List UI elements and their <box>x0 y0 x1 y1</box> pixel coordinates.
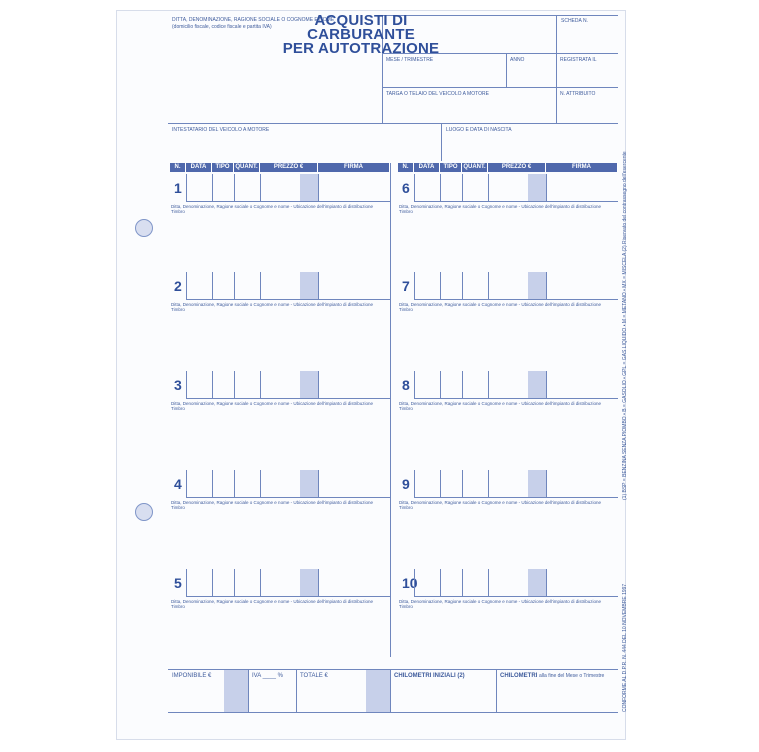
purchase-row-7 <box>398 272 618 317</box>
row-caption-line-2: Timbro <box>171 505 185 510</box>
row-caption-line-1: Ditta, Denominazione, Ragione sociale o Cognome e nome - Ubicazione dell'impianto di distribuzione <box>399 204 601 209</box>
tipo-field[interactable] <box>212 174 234 201</box>
row-caption <box>171 302 373 312</box>
tipo-field[interactable] <box>440 470 462 497</box>
prezzo-field[interactable] <box>488 470 546 497</box>
row-cells <box>414 569 618 597</box>
col-firma: FIRMA <box>318 163 390 172</box>
luogo-label: LUOGO E DATA DI NASCITA <box>446 127 512 133</box>
row-number: 7 <box>402 278 410 294</box>
iva-label: IVA ____ % <box>252 673 283 679</box>
row-caption <box>171 599 373 609</box>
row-number: 1 <box>174 180 182 196</box>
row-cells <box>186 272 390 300</box>
totale-label: TOTALE € <box>300 673 328 679</box>
row-caption-line-1: Ditta, Denominazione, Ragione sociale o Cognome e nome - Ubicazione dell'impianto di distribuzione <box>399 500 601 505</box>
purchase-row-9 <box>398 470 618 515</box>
purchase-row-8 <box>398 371 618 416</box>
table-header-left <box>170 163 390 172</box>
title-line-2: PER AUTOTRAZIONE <box>282 40 440 57</box>
tipo-field[interactable] <box>440 272 462 299</box>
purchase-row-5 <box>170 569 390 614</box>
conformity-note: CONFORME AL D.P.R. N. 444 DEL 10 NOVEMBRE 1997 <box>622 583 628 712</box>
firma-field[interactable] <box>546 272 618 299</box>
row-caption-line-2: Timbro <box>171 406 185 411</box>
col-tipo: TIPO <box>212 163 234 172</box>
company-label: DITTA, DENOMINAZIONE, RAGIONE SOCIALE O COGNOME E NOME <box>172 17 335 23</box>
firma-field[interactable] <box>318 470 390 497</box>
row-number: 5 <box>174 575 182 591</box>
col-prezzo: PREZZO € <box>260 163 318 172</box>
data-field[interactable] <box>186 272 212 299</box>
quant-field[interactable] <box>462 569 488 596</box>
intestatario-label: INTESTATARIO DEL VEICOLO A MOTORE <box>172 127 270 133</box>
firma-field[interactable] <box>318 272 390 299</box>
col-n: N. <box>398 163 414 172</box>
totale-shade <box>366 670 390 712</box>
col-prezzo: PREZZO € <box>488 163 546 172</box>
purchase-row-1 <box>170 174 390 219</box>
row-caption <box>399 204 601 214</box>
registrata-label: REGISTRATA IL <box>560 57 597 63</box>
anno-label: ANNO <box>510 57 525 63</box>
quant-field[interactable] <box>462 371 488 398</box>
tipo-field[interactable] <box>212 470 234 497</box>
col-quant: QUANT. <box>234 163 260 172</box>
prezzo-field[interactable] <box>260 371 318 398</box>
title-line-1: ACQUISTI DI CARBURANTE <box>307 12 415 43</box>
quant-field[interactable] <box>234 174 260 201</box>
prezzo-field[interactable] <box>260 569 318 596</box>
quant-field[interactable] <box>462 272 488 299</box>
tipo-field[interactable] <box>212 569 234 596</box>
row-caption-line-1: Ditta, Denominazione, Ragione sociale o Cognome e nome - Ubicazione dell'impianto di distribuzione <box>171 204 373 209</box>
row-caption-line-1: Ditta, Denominazione, Ragione sociale o Cognome e nome - Ubicazione dell'impianto di distribuzione <box>399 599 601 604</box>
tipo-field[interactable] <box>212 371 234 398</box>
row-caption-line-2: Timbro <box>399 406 413 411</box>
col-n: N. <box>170 163 186 172</box>
row-number: 2 <box>174 278 182 294</box>
data-field[interactable] <box>414 569 440 596</box>
firma-field[interactable] <box>318 371 390 398</box>
quant-field[interactable] <box>462 470 488 497</box>
scheda-label: SCHEDA N. <box>561 18 588 24</box>
purchase-row-10 <box>398 569 618 614</box>
row-number: 4 <box>174 476 182 492</box>
col-tipo: TIPO <box>440 163 462 172</box>
row-caption-line-2: Timbro <box>171 307 185 312</box>
row-number: 3 <box>174 377 182 393</box>
binder-hole-bottom <box>135 503 153 521</box>
row-caption-line-2: Timbro <box>399 505 413 510</box>
binder-hole-top <box>135 219 153 237</box>
imponibile-label: IMPONIBILE € <box>172 673 212 679</box>
quant-field[interactable] <box>462 174 488 201</box>
quant-field[interactable] <box>234 371 260 398</box>
firma-field[interactable] <box>546 569 618 596</box>
row-caption-line-2: Timbro <box>399 209 413 214</box>
row-caption <box>171 204 373 214</box>
row-caption-line-2: Timbro <box>399 604 413 609</box>
row-caption-line-1: Ditta, Denominazione, Ragione sociale o Cognome e nome - Ubicazione dell'impianto di distribuzione <box>399 302 601 307</box>
row-cells <box>414 470 618 498</box>
row-cells <box>186 569 390 597</box>
data-field[interactable] <box>186 174 212 201</box>
quant-field[interactable] <box>234 470 260 497</box>
row-caption-line-1: Ditta, Denominazione, Ragione sociale o Cognome e nome - Ubicazione dell'impianto di distribuzione <box>171 302 373 307</box>
km-finali-label: CHILOMETRI alla fine del Mese o Trimestre <box>500 673 605 679</box>
data-field[interactable] <box>414 272 440 299</box>
row-caption-line-2: Timbro <box>171 209 185 214</box>
data-field[interactable] <box>414 371 440 398</box>
row-cells <box>186 174 390 202</box>
col-firma: FIRMA <box>546 163 618 172</box>
row-caption <box>171 500 373 510</box>
attributo-label: N. ATTRIBUITO <box>560 91 596 97</box>
data-field[interactable] <box>186 470 212 497</box>
data-field[interactable] <box>186 569 212 596</box>
row-cells <box>186 470 390 498</box>
firma-field[interactable] <box>546 470 618 497</box>
prezzo-field[interactable] <box>488 174 546 201</box>
quant-field[interactable] <box>234 569 260 596</box>
prezzo-field[interactable] <box>488 371 546 398</box>
targa-label: TARGA O TELAIO DEL VEICOLO A MOTORE <box>386 91 489 97</box>
tipo-field[interactable] <box>440 569 462 596</box>
firma-field[interactable] <box>318 569 390 596</box>
table-header-right <box>398 163 618 172</box>
row-number: 10 <box>402 575 418 591</box>
col-quant: QUANT. <box>462 163 488 172</box>
purchase-row-2 <box>170 272 390 317</box>
prezzo-field[interactable] <box>260 272 318 299</box>
row-caption-line-1: Ditta, Denominazione, Ragione sociale o Cognome e nome - Ubicazione dell'impianto di distribuzione <box>171 401 373 406</box>
firma-field[interactable] <box>546 371 618 398</box>
firma-field[interactable] <box>546 174 618 201</box>
col-data: DATA <box>186 163 212 172</box>
prezzo-field[interactable] <box>260 174 318 201</box>
company-sublabel: (domicilio fiscale, codice fiscale e partita IVA) <box>172 24 272 30</box>
prezzo-field[interactable] <box>488 569 546 596</box>
row-caption-line-1: Ditta, Denominazione, Ragione sociale o Cognome e nome - Ubicazione dell'impianto di distribuzione <box>171 500 373 505</box>
row-number: 8 <box>402 377 410 393</box>
prezzo-field[interactable] <box>488 272 546 299</box>
row-cells <box>414 371 618 399</box>
quant-field[interactable] <box>234 272 260 299</box>
row-caption <box>399 500 601 510</box>
row-cells <box>414 272 618 300</box>
row-caption <box>399 599 601 609</box>
row-caption-line-1: Ditta, Denominazione, Ragione sociale o Cognome e nome - Ubicazione dell'impianto di distribuzione <box>171 599 373 604</box>
data-field[interactable] <box>414 174 440 201</box>
row-caption-line-2: Timbro <box>171 604 185 609</box>
row-caption <box>399 401 601 411</box>
purchase-row-3 <box>170 371 390 416</box>
tipo-field[interactable] <box>440 174 462 201</box>
firma-field[interactable] <box>318 174 390 201</box>
row-caption <box>399 302 601 312</box>
purchase-row-6 <box>398 174 618 219</box>
fuel-types-note: (1) BSP = BENZINA SENZA PIOMBO • B = GASOLIO • GPL = GAS LIQUIDO • M = METANO • MX = MISCELA (2) Riservato del contrassegno dell'esercente <box>622 151 628 500</box>
row-caption <box>171 401 373 411</box>
data-field[interactable] <box>414 470 440 497</box>
row-number: 9 <box>402 476 410 492</box>
km-iniziali-label: CHILOMETRI INIZIALI (2) <box>394 673 465 679</box>
mese-label: MESE / TRIMESTRE <box>386 57 434 63</box>
col-data: DATA <box>414 163 440 172</box>
row-cells <box>414 174 618 202</box>
purchase-row-4 <box>170 470 390 515</box>
data-field[interactable] <box>186 371 212 398</box>
row-number: 6 <box>402 180 410 196</box>
tipo-field[interactable] <box>212 272 234 299</box>
row-caption-line-2: Timbro <box>399 307 413 312</box>
row-caption-line-1: Ditta, Denominazione, Ragione sociale o Cognome e nome - Ubicazione dell'impianto di distribuzione <box>399 401 601 406</box>
form-title <box>276 14 446 56</box>
row-cells <box>186 371 390 399</box>
prezzo-field[interactable] <box>260 470 318 497</box>
imponibile-shade <box>224 670 248 712</box>
tipo-field[interactable] <box>440 371 462 398</box>
